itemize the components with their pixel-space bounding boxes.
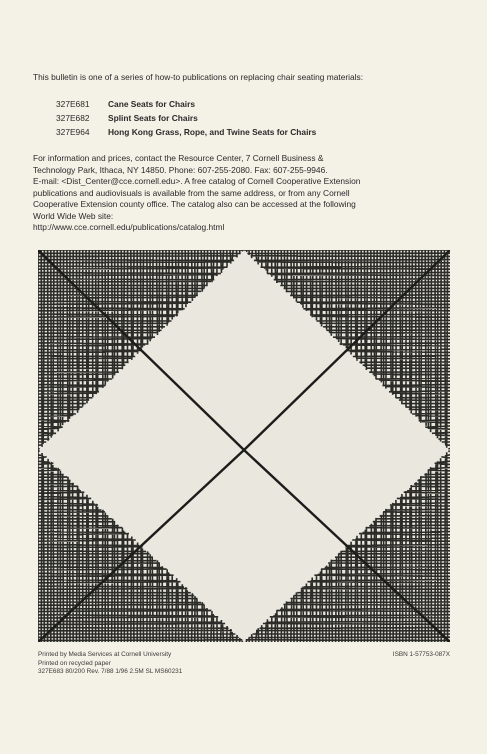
contact-line: Cooperative Extension county office. The catalog also can be accessed at the following [33, 199, 356, 209]
contact-line: Technology Park, Ithaca, NY 14850. Phone: 607-255-2080. Fax: 607-255-9946. [33, 164, 328, 175]
rush-weave-pattern [38, 250, 450, 642]
contact-line: World Wide Web site: [33, 210, 114, 221]
publication-item [56, 97, 456, 111]
woven-rush-seat-photo [38, 250, 450, 642]
footer [38, 651, 450, 677]
contact-line: publications and audiovisuals is available from the same address, or from any Cornell [33, 187, 350, 198]
paper-line: Printed on recycled paper [38, 659, 111, 667]
publication-code: 327E682 [56, 113, 90, 123]
publication-code: 327E964 [56, 127, 90, 137]
printing-info [38, 651, 450, 677]
isbn: ISBN 1-57753-087X [392, 651, 450, 658]
publication-item [56, 111, 456, 125]
weave-strands [38, 250, 450, 642]
contact-info [33, 153, 453, 234]
publication-code: 327E681 [56, 99, 90, 109]
printer-line: Printed by Media Services at Cornell University [38, 651, 172, 658]
catalog-url: http://www.cce.cornell.edu/publications/catalog.html [33, 222, 225, 232]
publication-item [56, 125, 456, 139]
intro-text: This bulletin is one of a series of how-to publications on replacing chair seating materials: [33, 72, 364, 82]
publication-list [56, 97, 456, 139]
contact-line: For information and prices, contact the Resource Center, 7 Cornell Business & [33, 153, 324, 163]
print-code-line: 327E683 80/200 Rev. 7/88 1/96 2.5M SL MS60231 [38, 668, 183, 675]
contact-email-line: E-mail: <Dist_Center@cce.cornell.edu>. A free catalog of Cornell Cooperative Extension [33, 176, 361, 186]
publication-title: Cane Seats for Chairs [108, 99, 196, 109]
publication-title: Splint Seats for Chairs [108, 113, 198, 123]
publication-title: Hong Kong Grass, Rope, and Twine Seats for Chairs [108, 127, 317, 137]
